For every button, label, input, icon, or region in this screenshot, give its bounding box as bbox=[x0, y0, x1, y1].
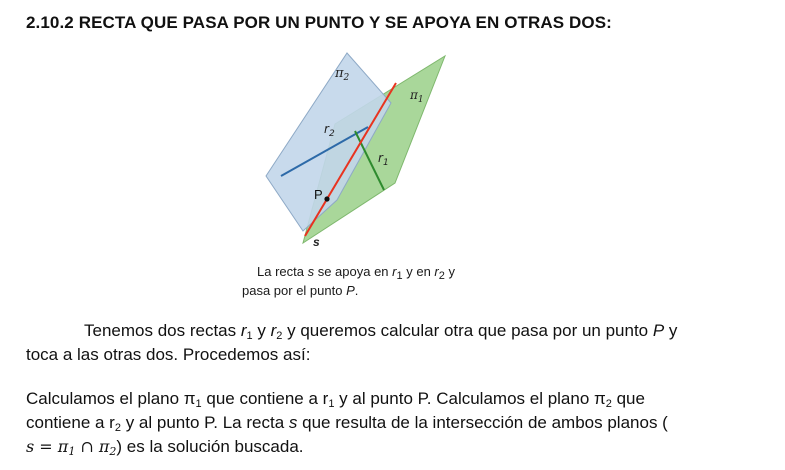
paragraph2-line3 bbox=[26, 435, 776, 464]
formula-sub1: 1 bbox=[68, 445, 76, 458]
p-symbol: P bbox=[652, 321, 665, 340]
point-p bbox=[324, 196, 329, 201]
label-s: s bbox=[313, 235, 320, 249]
label-pi2: $\pi_2$ bbox=[335, 66, 350, 83]
figure-caption-line2 bbox=[242, 283, 358, 298]
body-text: que resulta de la intersección de ambos planos ( bbox=[297, 413, 668, 432]
caption-text: pasa por el punto bbox=[242, 283, 347, 298]
formula-text: s = π bbox=[26, 437, 69, 456]
caption-r1: r bbox=[392, 264, 397, 279]
body-text: y queremos calcular otra que pasa por un punto bbox=[282, 321, 653, 340]
r2-subscript: 2 bbox=[276, 330, 283, 342]
formula-text: ∩ π bbox=[75, 437, 110, 456]
caption-text: y en bbox=[402, 264, 435, 279]
pi2-subscript: 2 bbox=[605, 398, 612, 410]
caption-text: . bbox=[354, 283, 359, 298]
section-heading: 2.10.2 RECTA QUE PASA POR UN PUNTO Y SE APOYA EN OTRAS DOS: bbox=[26, 13, 612, 32]
pi1-subscript: 1 bbox=[195, 398, 202, 410]
body-text: y bbox=[252, 321, 271, 340]
caption-r2-sub: 2 bbox=[438, 270, 445, 282]
body-text: y bbox=[664, 321, 678, 340]
paragraph1-line2: toca a las otras dos. Procedemos así: bbox=[26, 345, 311, 364]
formula-sub2: 2 bbox=[109, 445, 117, 458]
figure-caption-line1 bbox=[257, 264, 455, 282]
r1-symbol: r bbox=[240, 321, 247, 340]
r2-symbol: r bbox=[270, 321, 277, 340]
body-text: y al punto P. Calculamos el plano π bbox=[334, 389, 606, 408]
body-text: contiene a r bbox=[26, 413, 115, 432]
body-text: que bbox=[611, 389, 645, 408]
caption-text: y bbox=[444, 264, 456, 279]
s-symbol: s bbox=[288, 413, 298, 432]
r1-subscript: 1 bbox=[246, 330, 253, 342]
caption-p: P bbox=[346, 283, 355, 298]
r1-subscript: 1 bbox=[328, 398, 335, 410]
body-text: que contiene a r bbox=[201, 389, 329, 408]
body-text: ) es la solución buscada. bbox=[116, 437, 304, 456]
caption-r1-sub: 1 bbox=[396, 270, 403, 282]
r2-subscript: 2 bbox=[114, 422, 121, 434]
caption-r2: r bbox=[434, 264, 439, 279]
caption-text: se apoya en bbox=[314, 264, 393, 279]
caption-text: La recta bbox=[257, 264, 308, 279]
label-r2: $r_2$ bbox=[324, 122, 335, 139]
label-pi1: $\pi_1$ bbox=[410, 88, 424, 105]
label-r1: $r_1$ bbox=[378, 151, 389, 168]
caption-s: s bbox=[307, 264, 315, 279]
label-p: P bbox=[314, 187, 323, 202]
body-text: Calculamos el plano π bbox=[26, 389, 196, 408]
body-text: y al punto P. La recta bbox=[120, 413, 289, 432]
body-text: Tenemos dos rectas bbox=[84, 321, 241, 340]
intersection-formula bbox=[26, 437, 116, 456]
